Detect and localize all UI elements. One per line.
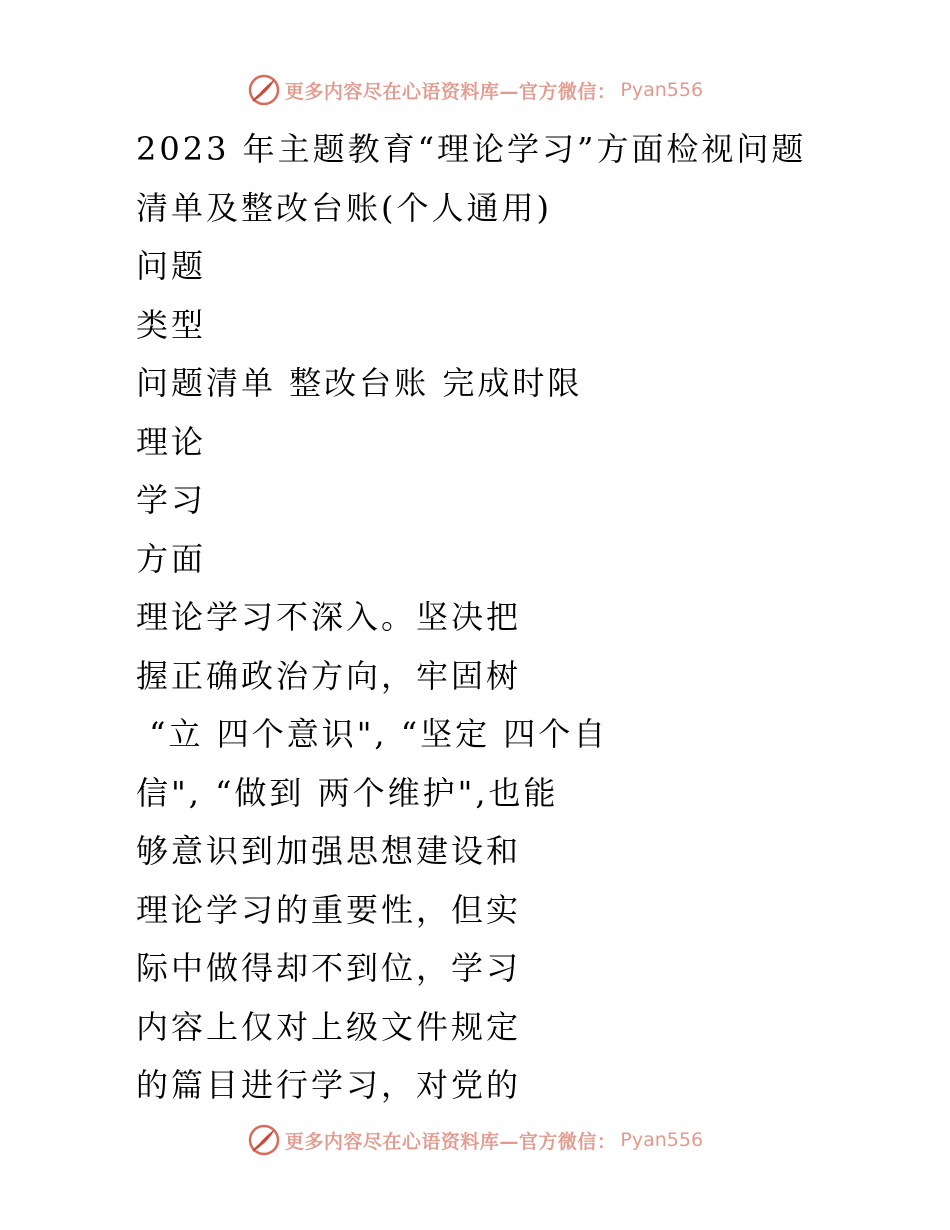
text-line: 理论学习的重要性，但实 xyxy=(136,890,522,929)
text-line: 的篇目进行学习，对党的 xyxy=(136,1066,522,1104)
text-line: 握正确政治方向，牢固树 xyxy=(136,656,522,695)
document-body xyxy=(136,120,836,1115)
title-line-2: 清单及整改台账(个人通用) xyxy=(136,188,552,227)
watermark-text: 更多内容尽在心语资料库—官方微信： xyxy=(284,80,617,103)
wechat-id: Pyan556 xyxy=(620,79,704,101)
text-line: 够意识到加强思想建设和 xyxy=(136,832,522,870)
text-line: 类型 xyxy=(136,305,207,344)
text-line: 理论学习不深入。坚决把 xyxy=(136,598,522,636)
text-line: 理论 xyxy=(136,422,207,461)
text-line: “立 四个意识", “坚定 四个自 xyxy=(136,715,609,753)
feather-quill-logo-icon xyxy=(247,1123,281,1157)
header-watermark xyxy=(0,70,950,110)
text-line: 问题清单 整改台账 完成时限 xyxy=(136,364,583,402)
text-line: 际中做得却不到位，学习 xyxy=(136,949,522,987)
text-line: 方面 xyxy=(136,539,207,578)
feather-quill-logo-icon xyxy=(247,73,281,107)
wechat-id: Pyan556 xyxy=(620,1129,704,1151)
text-line: 信", “做到 两个维护",也能 xyxy=(136,773,559,812)
text-line: 内容上仅对上级文件规定 xyxy=(136,1007,522,1046)
text-line: 问题 xyxy=(136,247,207,285)
text-line: 学习 xyxy=(136,481,207,519)
footer-watermark xyxy=(0,1120,950,1160)
watermark-text: 更多内容尽在心语资料库—官方微信： xyxy=(284,1130,617,1153)
title-line-1: 2023 年主题教育“理论学习”方面检视问题 xyxy=(136,130,807,168)
